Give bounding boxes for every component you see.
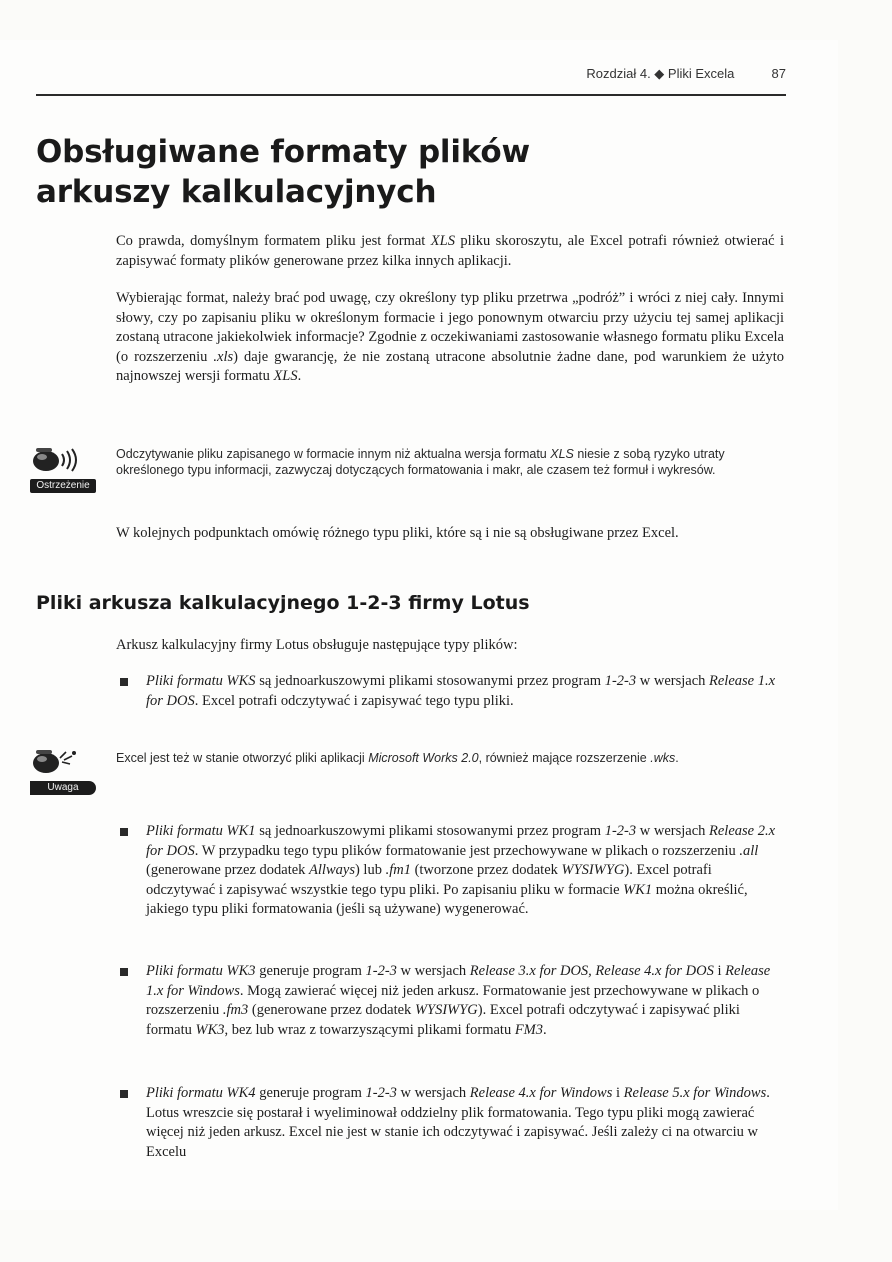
section-title-line-1: Obsługiwane formaty plików [36, 134, 530, 170]
warning-badge [30, 446, 102, 493]
note-badge [30, 748, 102, 795]
bullet-item-wks: Pliki formatu WKS są jednoarkuszowymi plikami stosowanymi przez program 1-2-3 w wersjach Release 1.x for DOS. Excel potrafi odczytywać i zapisywać tego typu pliki. [146, 672, 784, 711]
running-head [36, 66, 786, 82]
warning-bomb-icon [30, 446, 100, 472]
note-bomb-icon [30, 748, 100, 774]
section-title-line-2: arkuszy kalkulacyjnych [36, 174, 437, 210]
note-label: Uwaga [30, 781, 96, 795]
subsection-title: Pliki arkusza kalkulacyjnego 1-2-3 firmy Lotus [36, 592, 530, 614]
note-text: Excel jest też w stanie otworzyć pliki aplikacji Microsoft Works 2.0, również mające rozszerzenie .wks. [116, 751, 679, 765]
paragraph-overview: W kolejnych podpunktach omówię różnego typu pliki, które są i nie są obsługiwane przez Excel. [116, 525, 679, 541]
page-number: 87 [771, 66, 786, 81]
chapter-title: Rozdział 4. ◆ Pliki Excela [586, 66, 735, 81]
paragraph-format-choice: Wybierając format, należy brać pod uwagę, czy określony typ pliku przetrwa „podróż” i wróci z niej cały. Innymi słowy, czy po zapisaniu pliku w określonym formacie i jego ponownym otwarciu przy użyciu tej samej aplikacji zostaną utracone jakiekolwiek informacje? Zgodnie z oczekiwaniami zastosowanie własnego formatu pliku Excela (o rozszerzeniu .xls) daje gwarancję, że nie zostaną utracone absolutnie żadne dane, pod warunkiem że użyto najnowszej wersji formatu XLS. [116, 290, 785, 384]
paragraph-intro: Co prawda, domyślnym formatem pliku jest format XLS pliku skoroszytu, ale Excel potrafi również otwierać i zapisywać formaty plików generowane przez kilka innych aplikacji. [116, 233, 785, 269]
bullet-item-wk3: Pliki formatu WK3 generuje program 1-2-3 w wersjach Release 3.x for DOS, Release 4.x for DOS i Release 1.x for Windows. Mogą zawierać więcej niż jeden arkusz. Formatowanie jest przechowywane w plikach o rozszerzeniu .fm3 (generowane przez dodatek WYSIWYG). Excel potrafi odczytywać i zapisywać pliki formatu WK3, bez lub wraz z towarzyszącymi plikami formatu FM3. [146, 962, 784, 1040]
header-rule [36, 94, 786, 96]
section-title [36, 132, 736, 212]
warning-note-text: Odczytywanie pliku zapisanego w formacie innym niż aktualna wersja formatu XLS niesie z sobą ryzyko utraty określonego typu informacji, zazwyczaj dotyczących formatowania i makr, ale czasem też formuł i wykresów. [116, 447, 725, 477]
warning-label: Ostrzeżenie [30, 479, 96, 493]
bullet-item-wk1: Pliki formatu WK1 są jednoarkuszowymi plikami stosowanymi przez program 1-2-3 w wersjach Release 2.x for DOS. W przypadku tego typu plików formatowanie jest przechowywane w plikach o rozszerzeniu .all (generowane przez dodatek Allways) lub .fm1 (tworzone przez dodatek WYSIWYG). Excel potrafi odczytywać i zapisywać wszystkie tego typu pliki. Po zapisaniu pliku w formacie WK1 można określić, jakiego typu pliki formatowania (jeśli są używane) wygenerować. [146, 822, 784, 920]
subsection-intro: Arkusz kalkulacyjny firmy Lotus obsługuje następujące typy plików: [116, 637, 518, 653]
bullet-item-wk4: Pliki formatu WK4 generuje program 1-2-3 w wersjach Release 4.x for Windows i Release 5.x for Windows. Lotus wreszcie się postarał i wyeliminował oddzielny plik formatowania. Tego typu pliki mogą zawierać więcej niż jeden arkusz. Excel nie jest w stanie ich odczytywać i zapisywać. Jeśli zależy ci na otwarciu w Excelu [146, 1084, 784, 1162]
